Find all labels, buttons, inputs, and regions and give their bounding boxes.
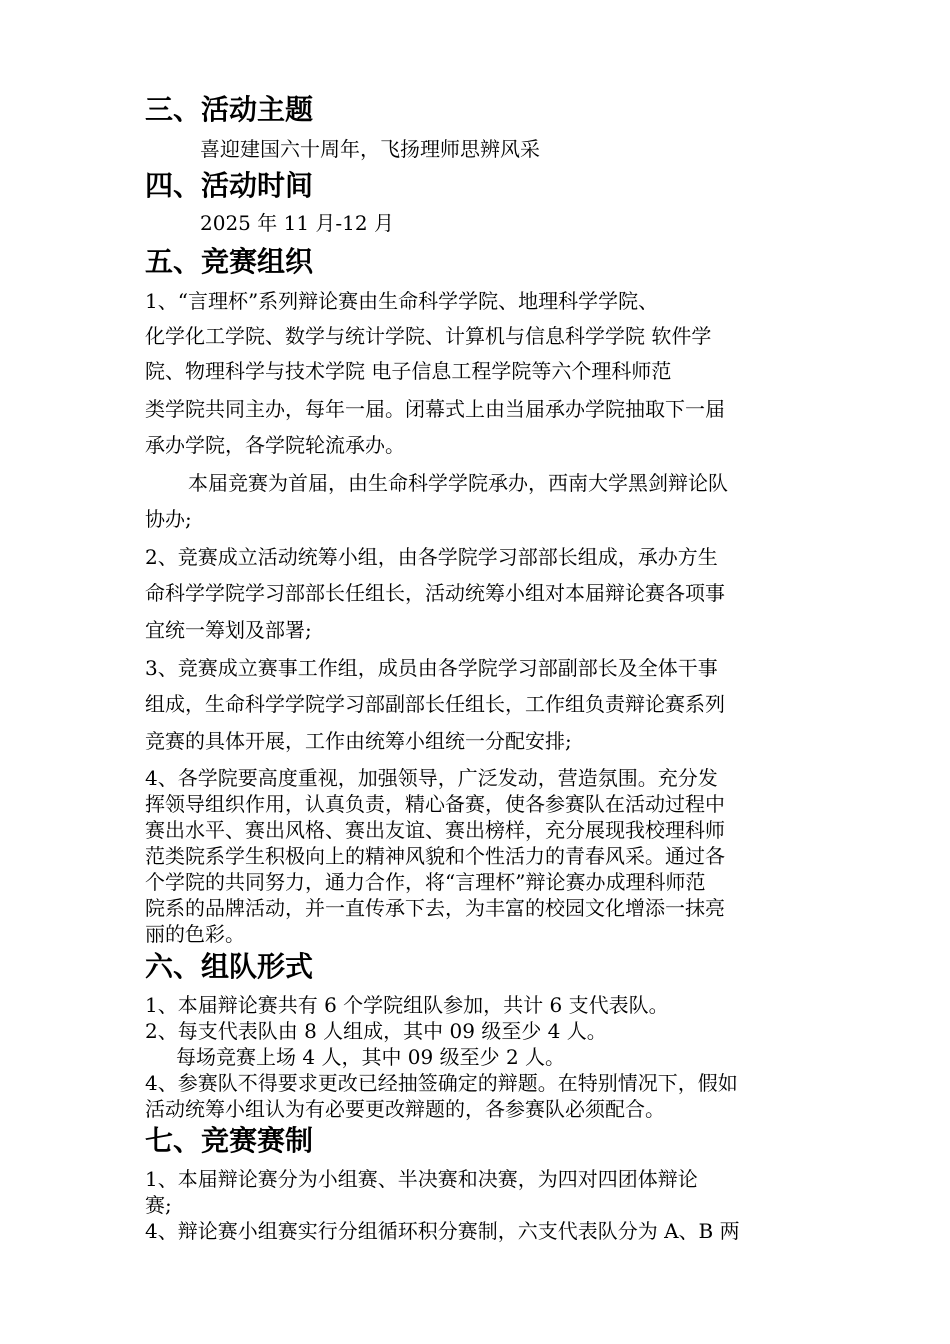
competition-format-line: 赛; — [145, 1193, 172, 1217]
organization-line: 协办; — [145, 507, 192, 531]
organization-line: 宜统一筹划及部署; — [145, 618, 312, 642]
team-format-line: 每场竞赛上场 4 人，其中 09 级至少 2 人。 — [176, 1045, 566, 1069]
time-line: 2025 年 11 月-12 月 — [200, 211, 394, 235]
theme-line: 喜迎建国六十周年，飞扬理师思辨风采 — [200, 137, 540, 161]
organization-line: 挥领导组织作用，认真负责，精心备赛，使各参赛队在活动过程中 — [145, 792, 725, 816]
organization-line: 范类院系学生积极向上的精神风貌和个性活力的青春风采。通过各 — [145, 844, 725, 868]
organization-line: 命科学学院学习部部长任组长，活动统筹小组对本届辩论赛各项事 — [145, 581, 725, 605]
competition-format-line: 1、本届辩论赛分为小组赛、半决赛和决赛，为四对四团体辩论 — [145, 1167, 698, 1191]
organization-line: 4、各学院要高度重视，加强领导，广泛发动，营造氛围。充分发 — [145, 766, 718, 790]
team-format-line: 4、参赛队不得要求更改已经抽签确定的辩题。在特别情况下，假如 — [145, 1071, 738, 1095]
organization-line: 承办学院，各学院轮流承办。 — [145, 433, 405, 457]
competition-format-line: 4、辩论赛小组赛实行分组循环积分赛制，六支代表队分为 A、B 两 — [145, 1219, 740, 1243]
organization-line: 个学院的共同努力，通力合作，将“言理杯”辩论赛办成理科师范 — [145, 870, 706, 894]
organization-line: 1、“言理杯”系列辩论赛由生命科学学院、地理科学学院、 — [145, 289, 659, 313]
section-heading-organization: 五、竞赛组织 — [145, 245, 314, 278]
organization-line: 化学化工学院、数学与统计学院、计算机与信息科学学院 软件学 — [145, 324, 712, 348]
section-heading-theme: 三、活动主题 — [145, 93, 314, 126]
organization-line: 竞赛的具体开展，工作由统筹小组统一分配安排; — [145, 729, 572, 753]
organization-line: 类学院共同主办，每年一届。闭幕式上由当届承办学院抽取下一届 — [145, 397, 725, 421]
team-format-line: 1、本届辩论赛共有 6 个学院组队参加，共计 6 支代表队。 — [145, 993, 669, 1017]
section-heading-time: 四、活动时间 — [145, 169, 314, 202]
section-heading-team-format: 六、组队形式 — [145, 950, 314, 983]
team-format-line: 活动统筹小组认为有必要更改辩题的，各参赛队必须配合。 — [145, 1097, 665, 1121]
organization-line: 组成，生命科学学院学习部副部长任组长，工作组负责辩论赛系列 — [145, 692, 725, 716]
organization-line: 2、竞赛成立活动统筹小组，由各学院学习部部长组成，承办方生 — [145, 545, 718, 569]
team-format-line: 2、每支代表队由 8 人组成，其中 09 级至少 4 人。 — [145, 1019, 607, 1043]
organization-line: 3、竞赛成立赛事工作组，成员由各学院学习部副部长及全体干事 — [145, 656, 718, 680]
organization-line: 丽的色彩。 — [145, 922, 245, 946]
section-heading-competition-format: 七、竞赛赛制 — [145, 1124, 314, 1157]
organization-line: 赛出水平、赛出风格、赛出友谊、赛出榜样，充分展现我校理科师 — [145, 818, 725, 842]
organization-line: 院系的品牌活动，并一直传承下去，为丰富的校园文化增添一抹亮 — [145, 896, 725, 920]
organization-line: 院、物理科学与技术学院 电子信息工程学院等六个理科师范 — [145, 359, 672, 383]
organization-line: 本届竞赛为首届，由生命科学学院承办，西南大学黑剑辩论队 — [188, 471, 728, 495]
